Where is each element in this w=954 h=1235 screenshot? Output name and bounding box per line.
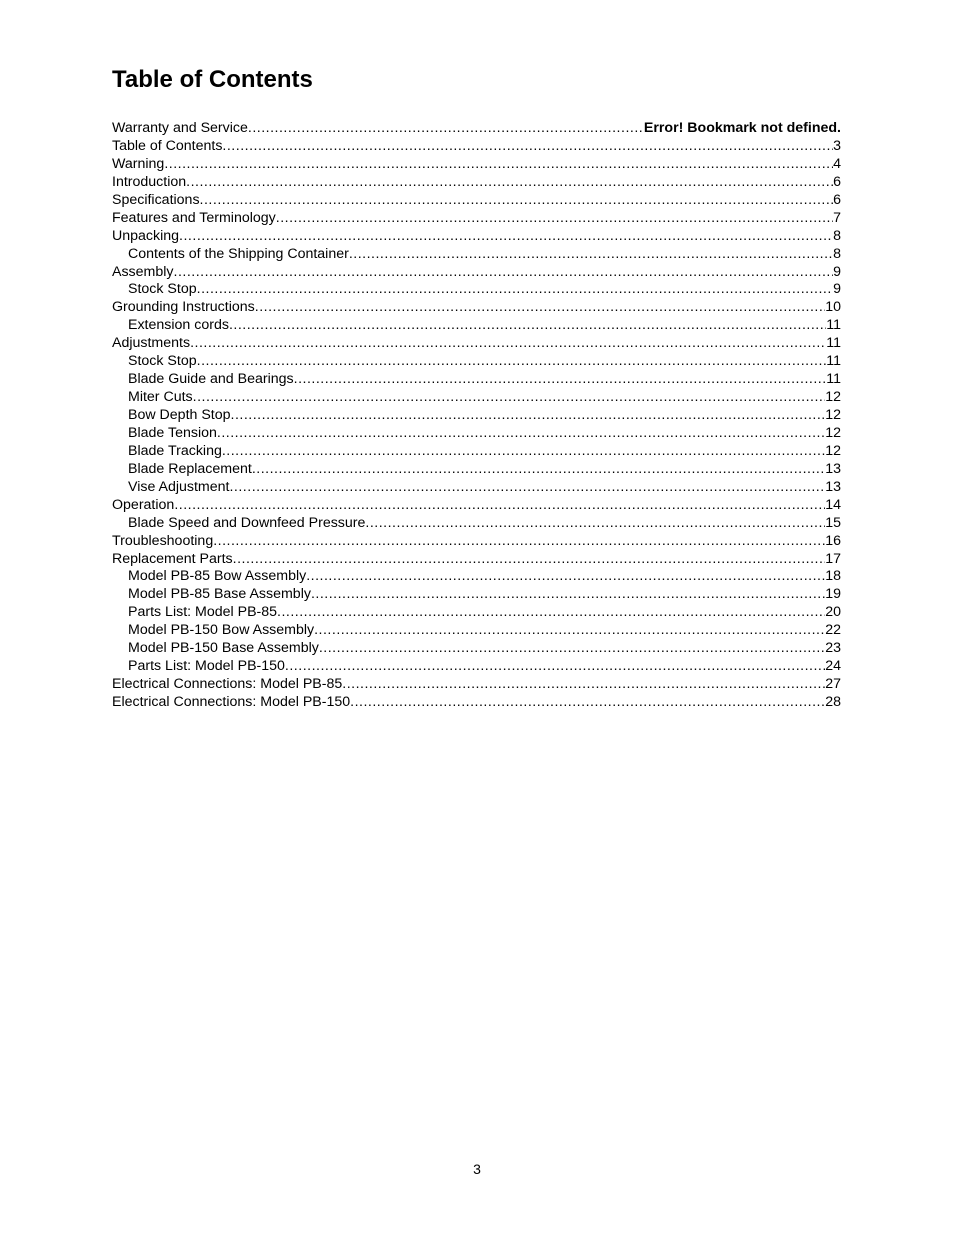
toc-entry[interactable] [112,317,841,335]
toc-dot-leader [311,586,825,604]
toc-entry-page: 8 [833,227,841,244]
toc-dot-leader [174,264,834,282]
toc-entry-title: Vise Adjustment [128,478,230,495]
toc-entry-title: Features and Terminology [112,209,276,226]
toc-entry-title: Electrical Connections: Model PB-150 [112,694,351,710]
toc-entry-title: Model PB-150 Base Assembly [128,640,319,657]
toc-entry-page: 3 [833,137,841,154]
toc-dot-leader [190,335,826,353]
toc-dot-leader [349,246,833,264]
toc-entry-page: 11 [826,371,841,388]
toc-dot-leader [306,568,825,586]
toc-dot-leader [314,622,825,640]
toc-dot-leader [294,371,827,389]
toc-entry-page: 13 [825,460,841,477]
toc-dot-leader [213,533,825,551]
toc-entry[interactable] [112,264,841,282]
toc-entry-title: Stock Stop [128,353,197,370]
toc-dot-leader [255,299,825,317]
toc-entry-title: Warranty and Service [112,120,248,136]
toc-entry-page: 12 [825,389,841,406]
toc-entry[interactable] [112,120,841,138]
toc-dot-leader [350,694,825,712]
toc-dot-leader [197,353,827,371]
toc-entry-page: 10 [825,299,841,316]
toc-entry-page: 15 [825,514,841,531]
toc-entry[interactable] [112,604,841,622]
toc-entry[interactable] [112,568,841,586]
toc-entry[interactable] [112,138,841,156]
toc-entry[interactable] [112,299,841,317]
toc-entry-page: 19 [825,586,841,603]
toc-entry-title: Blade Tracking [128,442,222,459]
toc-entry[interactable] [112,192,841,210]
toc-entry-page: 23 [825,640,841,657]
toc-entry-page: 28 [825,694,841,710]
toc-entry-page: 6 [833,173,841,190]
toc-dot-leader [229,317,826,335]
toc-entry-page: 14 [825,496,841,513]
toc-entry-page: 12 [825,424,841,441]
toc-entry-page: 4 [833,155,841,172]
toc-entry[interactable] [112,389,841,407]
page-title: Table of Contents [112,66,313,93]
toc-entry-page: 27 [825,676,841,693]
toc-entry-title: Blade Tension [128,424,217,441]
toc-entry-title: Parts List: Model PB-85 [128,604,278,621]
toc-entry-title: Grounding Instructions [112,299,255,316]
toc-dot-leader [248,120,644,138]
toc-entry[interactable] [112,210,841,228]
toc-entry-title: Unpacking [112,227,180,244]
toc-entry-page: 12 [825,407,841,423]
toc-entry[interactable] [112,156,841,174]
toc-entry-page: 22 [825,622,841,639]
table-of-contents [112,120,841,712]
toc-entry[interactable] [112,335,841,353]
toc-entry[interactable] [112,228,841,246]
toc-dot-leader [174,497,825,515]
toc-entry-page: 11 [826,353,841,370]
toc-entry[interactable] [112,551,841,569]
toc-entry[interactable] [112,353,841,371]
toc-entry-page: 18 [825,568,841,585]
toc-entry-title: Replacement Parts [112,550,233,567]
toc-dot-leader [186,174,833,192]
toc-entry-title: Introduction [112,173,187,190]
toc-entry-title: Warning [112,155,165,172]
toc-entry-page: 24 [825,658,841,675]
toc-entry[interactable] [112,497,841,515]
toc-entry[interactable] [112,658,841,676]
toc-dot-leader [193,389,826,407]
toc-entry-page: Error! Bookmark not defined. [643,120,841,136]
toc-dot-leader [222,443,825,461]
toc-entry[interactable] [112,371,841,389]
toc-entry[interactable] [112,622,841,640]
toc-entry-title: Troubleshooting [112,532,214,549]
toc-entry[interactable] [112,425,841,443]
toc-entry[interactable] [112,461,841,479]
toc-entry-title: Extension cords [128,317,229,334]
toc-dot-leader [342,676,825,694]
toc-entry-title: Assembly [112,263,174,280]
toc-entry[interactable] [112,443,841,461]
toc-dot-leader [276,210,833,228]
toc-dot-leader [231,407,826,425]
toc-entry[interactable] [112,407,841,425]
toc-entry-title: Stock Stop [128,281,197,298]
toc-dot-leader [233,551,826,569]
toc-dot-leader [164,156,833,174]
toc-entry-title: Specifications [112,191,200,208]
toc-entry-title: Adjustments [112,335,191,352]
toc-entry[interactable] [112,640,841,658]
toc-entry-title: Blade Guide and Bearings [128,371,294,388]
toc-entry-page: 11 [826,317,841,334]
toc-entry-page: 6 [833,191,841,208]
toc-dot-leader [217,425,825,443]
toc-entry[interactable] [112,281,841,299]
toc-entry[interactable] [112,246,841,264]
toc-dot-leader [285,658,825,676]
toc-entry-title: Table of Contents [112,137,223,154]
toc-entry-title: Model PB-85 Bow Assembly [128,568,307,585]
toc-dot-leader [197,281,833,299]
toc-entry[interactable] [112,533,841,551]
toc-entry-page: 9 [833,263,841,280]
toc-entry-page: 8 [833,245,841,262]
toc-entry-title: Contents of the Shipping Container [128,245,349,262]
toc-entry-title: Operation [112,496,175,513]
toc-entry-page: 20 [825,604,841,621]
toc-dot-leader [365,515,825,533]
toc-entry-title: Blade Speed and Downfeed Pressure [128,514,366,531]
toc-entry[interactable] [112,694,841,712]
toc-entry-page: 13 [825,478,841,495]
toc-dot-leader [179,228,833,246]
toc-entry-title: Miter Cuts [128,389,193,406]
toc-entry-page: 17 [825,550,841,567]
toc-dot-leader [229,479,825,497]
toc-dot-leader [277,604,825,622]
toc-entry-title: Electrical Connections: Model PB-85 [112,676,343,693]
toc-entry[interactable] [112,515,841,533]
toc-dot-leader [222,138,833,156]
toc-dot-leader [319,640,825,658]
toc-entry[interactable] [112,174,841,192]
toc-entry-page: 12 [825,442,841,459]
toc-entry-title: Bow Depth Stop [128,407,231,423]
toc-entry-title: Parts List: Model PB-150 [128,658,285,675]
toc-entry[interactable] [112,479,841,497]
toc-dot-leader [200,192,834,210]
toc-entry-title: Model PB-150 Bow Assembly [128,622,315,639]
toc-dot-leader [252,461,825,479]
toc-entry-title: Model PB-85 Base Assembly [128,586,311,603]
toc-entry-page: 9 [833,281,841,298]
toc-entry-title: Blade Replacement [128,460,252,477]
toc-entry[interactable] [112,586,841,604]
toc-entry-page: 11 [826,335,841,352]
toc-entry[interactable] [112,676,841,694]
toc-entry-page: 7 [833,209,841,226]
page-number: 3 [473,1161,481,1177]
toc-entry-page: 16 [825,532,841,549]
